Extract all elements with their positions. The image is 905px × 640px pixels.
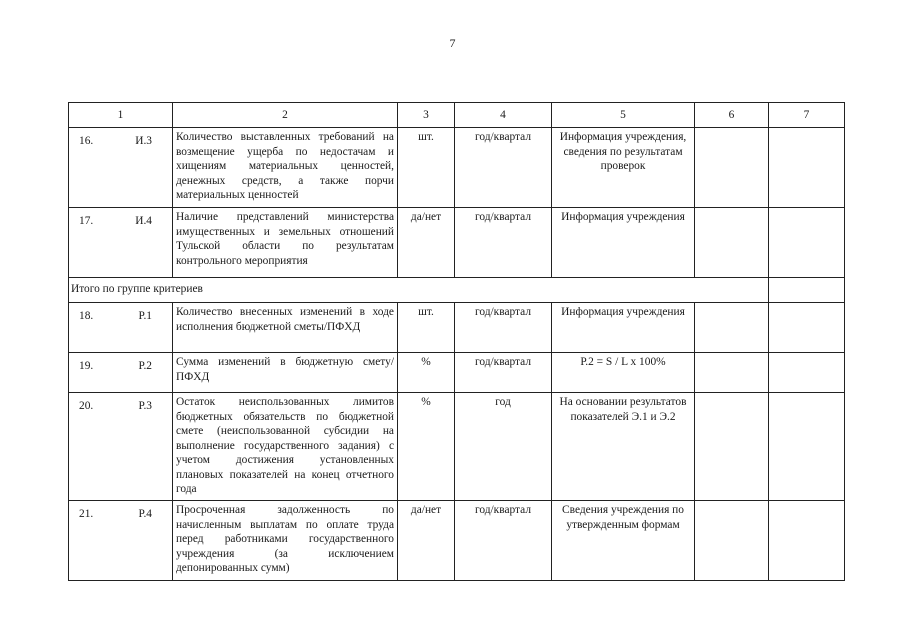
period-cell: год/квартал xyxy=(455,501,552,581)
col7-cell xyxy=(769,208,845,278)
col7-cell xyxy=(769,353,845,393)
col6-cell xyxy=(695,208,769,278)
col7-cell xyxy=(769,128,845,208)
group-total-label: Итого по группе критериев xyxy=(69,278,769,303)
unit-cell: да/нет xyxy=(398,501,455,581)
column-header: 2 xyxy=(173,103,398,128)
criterion-code: Р.2 xyxy=(138,360,152,372)
criterion-code: Р.1 xyxy=(138,310,152,322)
page-number: 7 xyxy=(449,36,456,50)
source-cell: Р.2 = S / L x 100% xyxy=(552,353,695,393)
row-number: 21. xyxy=(79,508,94,520)
unit-cell: % xyxy=(398,353,455,393)
criterion-code: И.3 xyxy=(135,135,152,147)
period-cell: год/квартал xyxy=(455,353,552,393)
row-number: 20. xyxy=(79,400,94,412)
column-header: 6 xyxy=(695,103,769,128)
period-cell: год xyxy=(455,393,552,501)
group-total-value xyxy=(769,278,845,303)
period-cell: год/квартал xyxy=(455,303,552,353)
unit-cell: шт. xyxy=(398,303,455,353)
column-header: 7 xyxy=(769,103,845,128)
criterion-name: Просроченная задолженность по начисленным выплатам по оплате труда перед работниками государственного учреждения (за исключением депонированных сумм) xyxy=(173,501,398,581)
col6-cell xyxy=(695,128,769,208)
criterion-name: Остаток неиспользованных лимитов бюджетных обязательств по бюджетной смете (неиспользованной субсидии на выполнение государственного задания) с учетом достижения установленных плановых показателей на конец отчетного года xyxy=(173,393,398,501)
criterion-name: Количество внесенных изменений в ходе исполнения бюджетной сметы/ПФХД xyxy=(173,303,398,353)
row-number: 18. xyxy=(79,310,94,322)
col6-cell xyxy=(695,353,769,393)
row-number: 19. xyxy=(79,360,94,372)
col7-cell xyxy=(769,303,845,353)
column-header: 1 xyxy=(69,103,173,128)
unit-cell: шт. xyxy=(398,128,455,208)
table-row xyxy=(69,353,845,393)
criterion-code: Р.4 xyxy=(138,508,152,520)
source-cell: Информация учреждения xyxy=(552,303,695,353)
criterion-name: Наличие представлений министерства имущественных и земельных отношений Тульской области по результатам контрольного мероприятия xyxy=(173,208,398,278)
row-number: 16. xyxy=(79,135,94,147)
unit-cell: да/нет xyxy=(398,208,455,278)
source-cell: На основании результатов показателей Э.1 и Э.2 xyxy=(552,393,695,501)
table-row xyxy=(69,501,845,581)
table-row xyxy=(69,128,845,208)
period-cell: год/квартал xyxy=(455,128,552,208)
col6-cell xyxy=(695,303,769,353)
unit-cell: % xyxy=(398,393,455,501)
column-header: 3 xyxy=(398,103,455,128)
criterion-name: Сумма изменений в бюджетную смету/ПФХД xyxy=(173,353,398,393)
table-row xyxy=(69,393,845,501)
row-number: 17. xyxy=(79,215,94,227)
source-cell: Информация учреждения, сведения по результатам проверок xyxy=(552,128,695,208)
header-row xyxy=(69,103,845,128)
table-row xyxy=(69,303,845,353)
column-header: 4 xyxy=(455,103,552,128)
criteria-table xyxy=(68,102,845,581)
col7-cell xyxy=(769,393,845,501)
criterion-code: Р.3 xyxy=(138,400,152,412)
group-total-row xyxy=(69,278,845,303)
source-cell: Информация учреждения xyxy=(552,208,695,278)
col6-cell xyxy=(695,393,769,501)
source-cell: Сведения учреждения по утвержденным формам xyxy=(552,501,695,581)
criterion-code: И.4 xyxy=(135,215,152,227)
col6-cell xyxy=(695,501,769,581)
period-cell: год/квартал xyxy=(455,208,552,278)
criterion-name: Количество выставленных требований на возмещение ущерба по недостачам и хищениям материальных ценностей, денежных средств, а также порчи материальных ценностей xyxy=(173,128,398,208)
column-header: 5 xyxy=(552,103,695,128)
col7-cell xyxy=(769,501,845,581)
table-row xyxy=(69,208,845,278)
